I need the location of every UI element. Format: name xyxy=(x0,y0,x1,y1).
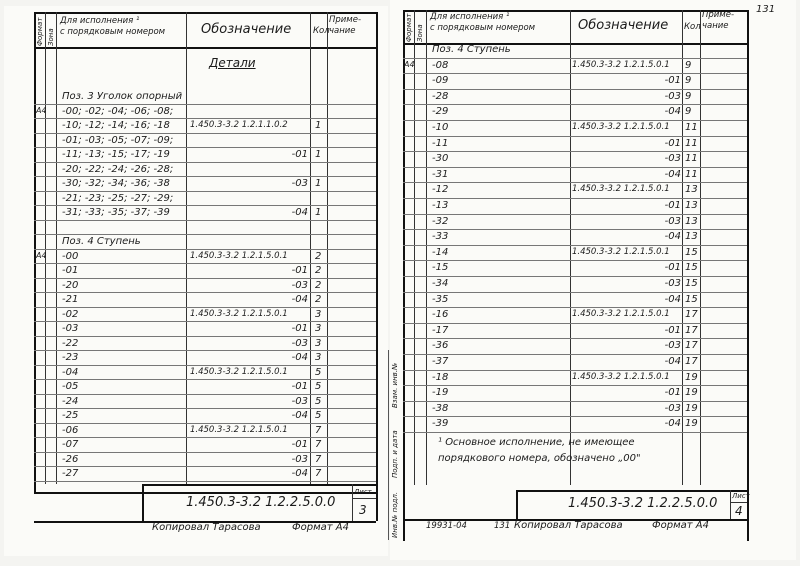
row-quantity: 3 xyxy=(315,352,322,363)
row-format-mark: А4 xyxy=(36,250,47,260)
section-title-parts: Детали xyxy=(209,56,256,70)
page-mark: 131 xyxy=(756,4,776,15)
row-designation: -04 xyxy=(664,168,681,180)
row-rule xyxy=(34,191,376,192)
row-rule xyxy=(403,416,747,417)
row-description: -29 xyxy=(432,106,449,118)
row-description: -11 xyxy=(432,137,449,149)
row-description: -30; -32; -34; -36; -38 xyxy=(62,178,170,189)
header-quantity: Кол xyxy=(684,22,701,32)
header-quantity: Кол xyxy=(313,26,330,36)
stamp-sheet-number: 4 xyxy=(735,504,743,518)
row-quantity: 13 xyxy=(685,231,698,243)
row-rule xyxy=(403,229,747,230)
row-quantity: 17 xyxy=(685,324,698,336)
footer-format: Формат А4 xyxy=(652,520,709,531)
row-designation: -03 xyxy=(291,178,308,189)
header-format: Формат xyxy=(36,17,44,46)
row-rule xyxy=(403,370,747,371)
row-rule xyxy=(34,205,376,206)
row-quantity: 11 xyxy=(685,168,698,180)
footer-format: Формат А4 xyxy=(292,522,349,533)
row-description: -21; -23; -25; -27; -29; xyxy=(62,192,174,204)
row-designation: 1.450.3-3.2 1.2.1.5.0.1 xyxy=(572,122,670,132)
row-rule xyxy=(34,307,376,308)
row-designation: -03 xyxy=(664,402,681,414)
row-rule xyxy=(403,401,747,402)
row-designation: 1.450.3-3.2 1.2.1.5.0.1 xyxy=(190,424,288,435)
row-designation: -03 xyxy=(291,395,308,407)
row-format-mark: А4 xyxy=(36,105,47,115)
footer-page: 131 xyxy=(494,521,511,531)
row-quantity: 2 xyxy=(315,250,322,262)
row-description: -04 xyxy=(62,366,79,378)
row-designation: -01 xyxy=(291,323,308,334)
row-rule xyxy=(34,321,376,322)
row-rule xyxy=(403,120,747,121)
row-rule xyxy=(403,136,747,137)
row-quantity: 7 xyxy=(315,424,322,436)
row-designation: -03 xyxy=(664,278,681,289)
row-designation: 1.450.3-3.2 1.2.1.5.0.1 xyxy=(572,371,670,382)
row-description: -27 xyxy=(62,468,79,479)
row-quantity: 17 xyxy=(685,356,698,367)
row-rule xyxy=(403,260,747,261)
row-rule xyxy=(403,73,747,74)
row-description: -16 xyxy=(432,309,449,321)
row-rule xyxy=(403,432,747,433)
row-quantity: 15 xyxy=(685,246,698,258)
footer-order: 19931-04 xyxy=(426,521,467,531)
row-quantity: 1 xyxy=(315,120,322,131)
row-rule xyxy=(403,354,747,355)
row-description: -07 xyxy=(62,439,79,450)
right-sheet xyxy=(390,0,796,560)
row-quantity: 9 xyxy=(685,59,692,71)
row-description: Поз. 4 Ступень xyxy=(62,236,141,247)
header-zone: Зона xyxy=(47,28,55,46)
row-description: -36 xyxy=(432,340,449,352)
row-designation: -01 xyxy=(291,149,308,160)
row-description: -14 xyxy=(432,246,449,258)
row-designation: -04 xyxy=(291,468,308,479)
row-description: -03 xyxy=(62,323,79,334)
row-quantity: 19 xyxy=(685,371,698,383)
row-designation: -04 xyxy=(291,352,308,363)
row-description: -12 xyxy=(432,184,449,196)
row-quantity: 17 xyxy=(685,309,698,321)
row-designation: 1.450.3-3.2 1.2.1.5.0.1 xyxy=(572,184,670,195)
row-description: -01; -03; -05; -07; -09; xyxy=(62,134,174,146)
row-format-mark: А4 xyxy=(404,59,415,69)
row-designation: -04 xyxy=(664,356,681,367)
row-rule xyxy=(34,220,376,221)
row-designation: -04 xyxy=(664,106,681,118)
row-rule xyxy=(403,385,747,386)
row-quantity: 7 xyxy=(315,468,322,479)
row-rule xyxy=(34,263,376,264)
row-rule xyxy=(403,198,747,199)
row-rule xyxy=(34,104,376,105)
footnote-line-1: ¹ Основное исполнение, не имеющее xyxy=(438,437,635,448)
row-designation: -04 xyxy=(664,231,681,243)
row-designation: -04 xyxy=(291,207,308,218)
row-quantity: 5 xyxy=(315,366,322,378)
row-rule xyxy=(34,466,376,467)
row-designation: 1.450.3-3.2 1.2.1.5.0.1 xyxy=(572,246,670,257)
row-designation: -04 xyxy=(291,294,308,305)
row-rule xyxy=(403,245,747,246)
row-description: Поз. 3 Уголок опорный xyxy=(62,91,183,102)
row-quantity: 13 xyxy=(685,215,698,227)
header-description: Для исполнения ¹ с порядковым номером xyxy=(430,12,536,33)
row-quantity: 19 xyxy=(685,402,698,414)
row-description: -33 xyxy=(432,231,449,243)
row-rule xyxy=(34,278,376,279)
row-rule xyxy=(403,58,747,59)
row-description: -28 xyxy=(432,90,449,102)
header-note: Приме- чание xyxy=(702,10,735,31)
row-quantity: 7 xyxy=(315,453,322,465)
stamp-sheet-number: 3 xyxy=(359,503,367,517)
header-format: Формат xyxy=(405,13,413,42)
row-description: -17 xyxy=(432,324,449,336)
row-designation: -01 xyxy=(291,439,308,450)
row-designation: -03 xyxy=(664,340,681,352)
row-quantity: 2 xyxy=(315,265,322,276)
row-rule xyxy=(403,104,747,105)
row-rule xyxy=(403,338,747,339)
row-description: -00 xyxy=(62,250,79,262)
row-designation: -01 xyxy=(664,387,681,399)
row-designation: -03 xyxy=(664,153,681,165)
stamp-sheet-label: Лист xyxy=(732,492,750,500)
row-description: -06 xyxy=(62,424,79,436)
row-rule xyxy=(403,307,747,308)
row-rule xyxy=(34,452,376,453)
row-quantity: 15 xyxy=(685,262,698,274)
row-quantity: 13 xyxy=(685,184,698,196)
row-rule xyxy=(34,292,376,293)
footer-copied: Копировал Тарасова xyxy=(514,520,623,531)
row-quantity: 11 xyxy=(685,122,698,133)
row-designation: -04 xyxy=(664,418,681,430)
row-rule xyxy=(34,162,376,163)
row-designation: 1.450.3-3.2 1.2.1.5.0.1 xyxy=(190,250,288,261)
row-description: -18 xyxy=(432,371,449,383)
row-designation: -04 xyxy=(291,410,308,421)
row-rule xyxy=(403,276,747,277)
row-designation: -01 xyxy=(664,324,681,336)
row-quantity: 9 xyxy=(685,75,692,87)
row-description: -21 xyxy=(62,294,79,305)
row-rule xyxy=(34,437,376,438)
header-description: Для исполнения ¹ с порядковым номером xyxy=(60,16,166,37)
row-quantity: 2 xyxy=(315,279,322,291)
row-designation: -03 xyxy=(664,90,681,102)
row-description: -05 xyxy=(62,381,79,392)
row-designation: -01 xyxy=(664,137,681,149)
row-quantity: 1 xyxy=(315,207,322,218)
row-description: -30 xyxy=(432,153,449,165)
row-description: -23 xyxy=(62,352,79,363)
header-zone: Зона xyxy=(416,24,424,42)
row-rule xyxy=(34,379,376,380)
left-sheet xyxy=(4,6,388,556)
row-quantity: 15 xyxy=(685,278,698,289)
row-quantity: 7 xyxy=(315,439,322,450)
row-description: -34 xyxy=(432,278,449,289)
row-description: -35 xyxy=(432,293,449,305)
row-designation: 1.450.3-3.2 1.2.1.5.0.1 xyxy=(572,309,670,320)
row-description: -37 xyxy=(432,356,449,367)
row-designation: -04 xyxy=(664,293,681,305)
row-description: -11; -13; -15; -17; -19 xyxy=(62,149,170,160)
row-description: -10 xyxy=(432,122,449,133)
row-quantity: 11 xyxy=(685,137,698,149)
row-rule xyxy=(34,234,376,235)
row-rule xyxy=(403,89,747,90)
row-description: -20 xyxy=(62,279,79,291)
header-designation: Обозначение xyxy=(578,18,669,33)
row-description: -15 xyxy=(432,262,449,274)
side-label-inv: Инв.№ подл. xyxy=(391,491,399,538)
row-designation: 1.450.3-3.2 1.2.1.1.0.2 xyxy=(190,120,288,130)
row-quantity: 11 xyxy=(685,153,698,165)
row-description: -22 xyxy=(62,337,79,349)
row-quantity: 5 xyxy=(315,381,322,392)
stamp-sheet-label: Лист xyxy=(354,488,372,496)
stamp-code: 1.450.3-3.2 1.2.2.5.0.0 xyxy=(568,496,718,511)
row-designation: -01 xyxy=(664,262,681,274)
row-designation: 1.450.3-3.2 1.2.1.5.0.1 xyxy=(190,366,288,377)
row-rule xyxy=(403,182,747,183)
row-description: -08 xyxy=(432,59,449,71)
row-designation: 1.450.3-3.2 1.2.1.5.0.1 xyxy=(190,308,288,319)
row-quantity: 15 xyxy=(685,293,698,305)
row-designation: -01 xyxy=(664,200,681,211)
row-rule xyxy=(34,408,376,409)
row-description: -31 xyxy=(432,168,449,180)
row-rule xyxy=(34,133,376,134)
header-designation: Обозначение xyxy=(201,22,292,37)
row-quantity: 3 xyxy=(315,308,322,320)
side-label-replace: Взам. инв.№ xyxy=(391,362,399,408)
row-designation: -01 xyxy=(291,265,308,276)
row-rule xyxy=(34,350,376,351)
row-quantity: 9 xyxy=(685,106,692,118)
row-designation: -03 xyxy=(291,337,308,349)
row-quantity: 3 xyxy=(315,337,322,349)
row-quantity: 2 xyxy=(315,294,322,305)
row-designation: -03 xyxy=(291,279,308,291)
row-quantity: 19 xyxy=(685,418,698,430)
row-quantity: 17 xyxy=(685,340,698,352)
row-rule xyxy=(403,323,747,324)
footnote-line-2: порядкового номера, обозначено „00" xyxy=(438,453,641,464)
row-rule xyxy=(34,176,376,177)
row-rule xyxy=(403,292,747,293)
row-rule xyxy=(34,147,376,148)
row-description: -00; -02; -04; -06; -08; xyxy=(62,105,174,117)
side-label-sign: Подп. и дата xyxy=(391,430,399,478)
stamp-code: 1.450.3-3.2 1.2.2.5.0.0 xyxy=(186,495,336,510)
footer-copied: Копировал Тарасова xyxy=(152,522,261,533)
row-description: Поз. 4 Ступень xyxy=(432,44,511,55)
row-quantity: 5 xyxy=(315,395,322,407)
row-description: -31; -33; -35; -37; -39 xyxy=(62,207,170,218)
row-quantity: 19 xyxy=(685,387,698,399)
row-quantity: 1 xyxy=(315,178,322,189)
row-quantity: 3 xyxy=(315,323,322,334)
row-description: -13 xyxy=(432,200,449,211)
row-description: -26 xyxy=(62,453,79,465)
row-description: -01 xyxy=(62,265,79,276)
row-quantity: 1 xyxy=(315,149,322,160)
row-rule xyxy=(34,423,376,424)
row-rule xyxy=(34,118,376,119)
row-description: -19 xyxy=(432,387,449,399)
row-description: -38 xyxy=(432,402,449,414)
row-description: -32 xyxy=(432,215,449,227)
row-description: -02 xyxy=(62,308,79,320)
row-description: -10; -12; -14; -16; -18 xyxy=(62,120,170,131)
row-quantity: 9 xyxy=(685,90,692,102)
row-description: -20; -22; -24; -26; -28; xyxy=(62,163,174,175)
row-rule xyxy=(34,336,376,337)
row-designation: 1.450.3-3.2 1.2.1.5.0.1 xyxy=(572,59,670,70)
row-rule xyxy=(34,394,376,395)
row-quantity: 13 xyxy=(685,200,698,211)
row-designation: -03 xyxy=(664,215,681,227)
row-description: -39 xyxy=(432,418,449,430)
row-rule xyxy=(403,214,747,215)
row-quantity: 5 xyxy=(315,410,322,421)
row-rule xyxy=(34,249,376,250)
row-rule xyxy=(403,151,747,152)
row-description: -09 xyxy=(432,75,449,87)
row-rule xyxy=(34,481,376,482)
row-description: -24 xyxy=(62,395,79,407)
row-designation: -03 xyxy=(291,453,308,465)
row-designation: -01 xyxy=(291,381,308,392)
row-description: -25 xyxy=(62,410,79,421)
row-designation: -01 xyxy=(664,75,681,87)
header-note: Приме- чание xyxy=(329,15,362,36)
row-rule xyxy=(403,167,747,168)
row-rule xyxy=(34,365,376,366)
